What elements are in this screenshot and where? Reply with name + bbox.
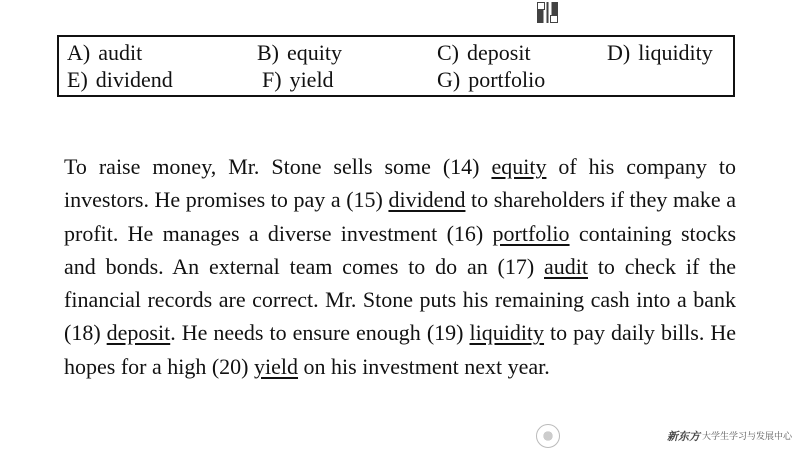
passage-segment: to shareholders if they make a profit. He manages a diverse investment (16) [64, 187, 737, 246]
answer-blank-14: equity [491, 154, 547, 179]
option-letter: F) [262, 67, 282, 92]
option-letter: E) [67, 67, 88, 92]
passage-segment: of his company to investors. He promises to pay a (15) [64, 154, 736, 213]
option-d [607, 40, 713, 66]
passage-segment: to pay daily bills. He hopes for a high (20) [64, 320, 736, 379]
qr-code-icon [537, 2, 558, 23]
answer-blank-16: portfolio [492, 220, 570, 246]
option-g [437, 67, 545, 93]
option-word: yield [289, 67, 334, 92]
answer-blank-20: yield [254, 353, 299, 379]
brand-logo: 新东方 [667, 431, 700, 443]
option-letter: D) [607, 40, 631, 65]
passage-segment: To raise money, Mr. Stone sells some (14) [64, 154, 492, 179]
passage-segment: to check if the financial records are correct. Mr. Stone puts his remaining cash into a bank (18) [64, 253, 736, 346]
answer-blank-18: deposit [106, 320, 171, 346]
passage-text [64, 150, 736, 383]
option-letter: A) [67, 40, 91, 65]
answer-blank-15: dividend [388, 187, 466, 213]
passage-segment: containing stocks and bonds. An external team comes to do an (17) [64, 220, 736, 279]
brand-caption: 大学生学习与发展中心 [702, 432, 793, 442]
option-letter: G) [437, 67, 461, 92]
option-letter: B) [257, 40, 279, 65]
option-f [262, 67, 334, 93]
option-word: audit [98, 40, 143, 65]
option-letter: C) [437, 40, 459, 65]
option-word: deposit [467, 40, 531, 65]
option-a [67, 40, 142, 66]
word-bank [57, 35, 735, 97]
option-word: portfolio [468, 67, 546, 92]
option-e [67, 67, 173, 93]
answer-blank-19: liquidity [469, 320, 545, 346]
mini-program-code-icon [536, 424, 560, 448]
option-b [257, 40, 342, 66]
passage-segment: . He needs to ensure enough (19) [170, 320, 470, 346]
answer-blank-17: audit [544, 253, 588, 279]
passage-segment: on his investment next year. [298, 353, 550, 379]
option-word: equity [287, 40, 342, 65]
option-word: dividend [95, 67, 173, 92]
option-word: liquidity [638, 40, 713, 65]
option-c [437, 40, 531, 66]
